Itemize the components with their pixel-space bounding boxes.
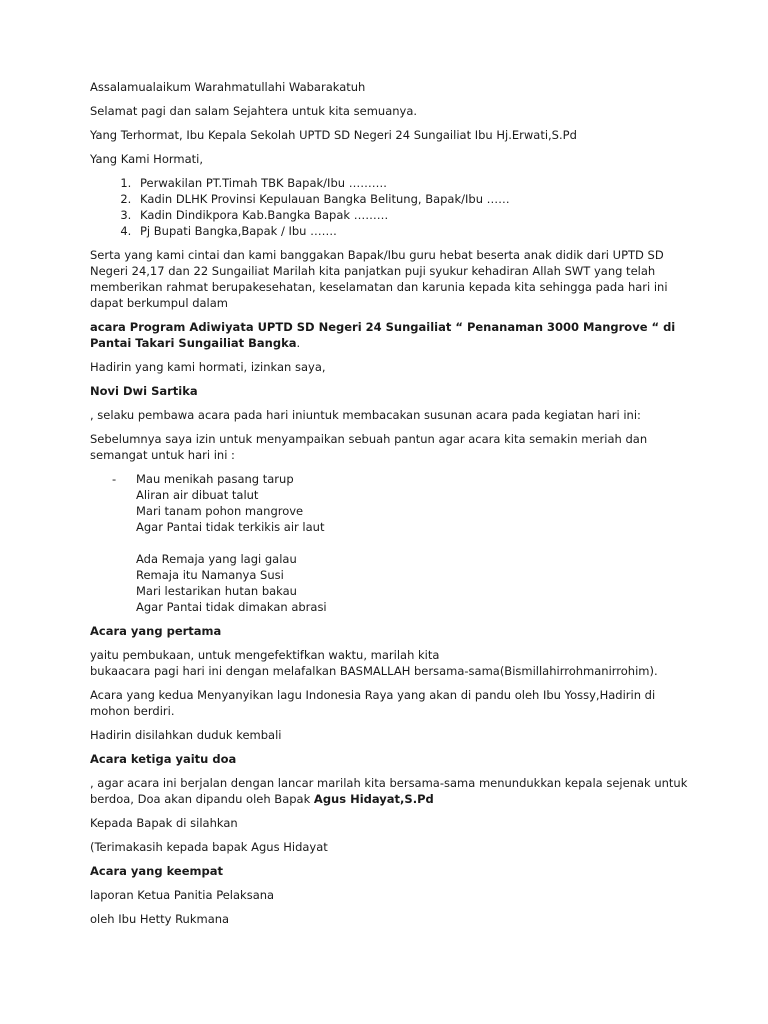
invitee-item: 2. Kadin DLHK Provinsi Kepulauan Bangka Belitung, Bapak/Ibu …… — [135, 191, 690, 207]
pantun-line: Mari tanam pohon mangrove — [136, 504, 304, 518]
item3-heading — [90, 751, 690, 767]
item4-heading-text: Acara yang keempat — [90, 864, 224, 878]
item4-heading — [90, 863, 690, 879]
honorific-line: Yang Terhormat, Ibu Kepala Sekolah UPTD SD Negeri 24 Sungailiat Ibu Hj.Erwati,S.Pd — [90, 128, 577, 142]
mc-role-line: , selaku pembawa acara pada hari iniuntuk membacakan susunan acara pada kegiatan hari ini: — [90, 408, 641, 422]
document-body — [90, 79, 690, 927]
pantun-bullet: - — [112, 472, 117, 486]
item3-heading-text: Acara ketiga yaitu doa — [90, 752, 237, 766]
mc-name-text: Novi Dwi Sartika — [90, 384, 198, 398]
pantun-intro: Sebelumnya saya izin untuk menyampaikan sebuah pantun agar acara kita semakin meriah dan semangat untuk hari ini : — [90, 432, 648, 462]
pantun-stanza — [136, 551, 327, 615]
invite-father-line: Kepada Bapak di silahkan — [90, 816, 238, 830]
respected-line: Yang Kami Hormati, — [90, 152, 203, 166]
pantun-block — [90, 471, 690, 615]
item1-line: yaitu pembukaan, untuk mengefektifkan waktu, marilah kita — [90, 648, 440, 662]
pantun-line: Remaja itu Namanya Susi — [136, 568, 284, 582]
invitee-item: 4. Pj Bupati Bangka,Bapak / Ibu ……. — [135, 223, 690, 239]
mc-name — [90, 383, 690, 399]
prayer-leader: Agus Hidayat,S.Pd — [313, 792, 434, 806]
item3-body: , agar acara ini berjalan dengan lancar marilah kita bersama-sama menundukkan kepala sejenak untuk berdoa, Doa akan dipandu oleh Bapak — [90, 776, 688, 806]
item1-heading-text: Acara yang pertama — [90, 624, 222, 638]
event-title-paragraph — [90, 319, 690, 351]
item4-line: laporan Ketua Panitia Pelaksana — [90, 888, 275, 902]
pantun-line: Agar Pantai tidak terkikis air laut — [136, 520, 325, 534]
thanks-line: (Terimakasih kepada bapak Agus Hidayat — [90, 840, 328, 854]
event-title: acara Program Adiwiyata UPTD SD Negeri 24 Sungailiat “ Penanaman 3000 Mangrove “ di Pantai Takari Sungailiat Bangka — [90, 320, 676, 350]
pantun-line: Ada Remaja yang lagi galau — [136, 552, 297, 566]
item1-heading — [90, 623, 690, 639]
item4-line: oleh Ibu Hetty Rukmana — [90, 912, 230, 926]
invitee-item: 3. Kadin Dindikpora Kab.Bangka Bapak ……… — [135, 207, 690, 223]
item3-text — [90, 775, 690, 807]
permission-line: Hadirin yang kami hormati, izinkan saya, — [90, 360, 326, 374]
pantun-line: Mau menikah pasang tarup — [136, 472, 294, 486]
sit-down-line: Hadirin disilahkan duduk kembali — [90, 728, 282, 742]
item1-line: bukaacara pagi hari ini dengan melafalkan BASMALLAH bersama-sama(Bismillahirrohmanirrohim). — [90, 664, 658, 678]
item2-text: Acara yang kedua Menyanyikan lagu Indonesia Raya yang akan di pandu oleh Ibu Yossy,Hadirin di mohon berdiri. — [90, 688, 656, 718]
item1-text — [90, 647, 690, 679]
invitee-list — [90, 175, 690, 239]
opening-line: Selamat pagi dan salam Sejahtera untuk kita semuanya. — [90, 104, 418, 118]
invitee-item: 1. Perwakilan PT.Timah TBK Bapak/Ibu ………. — [135, 175, 690, 191]
pantun-line: Agar Pantai tidak dimakan abrasi — [136, 600, 327, 614]
pantun-line: Aliran air dibuat talut — [136, 488, 259, 502]
beloved-paragraph: Serta yang kami cintai dan kami banggakan Bapak/Ibu guru hebat beserta anak didik dari UPTD SD Negeri 24,17 dan 22 Sungailiat Marilah kita panjatkan puji syukur kehadiran Allah SWT yang telah memberikan rahmat berupakesehatan, keselamatan dan karunia kepada kita sehingga pada hari ini dapat berkumpul dalam — [90, 248, 668, 310]
event-title-period: . — [296, 336, 301, 350]
pantun-line: Mari lestarikan hutan bakau — [136, 584, 297, 598]
pantun-stanza — [136, 471, 327, 535]
greeting: Assalamualaikum Warahmatullahi Wabarakatuh — [90, 80, 366, 94]
pantun-stanzas — [136, 471, 327, 615]
